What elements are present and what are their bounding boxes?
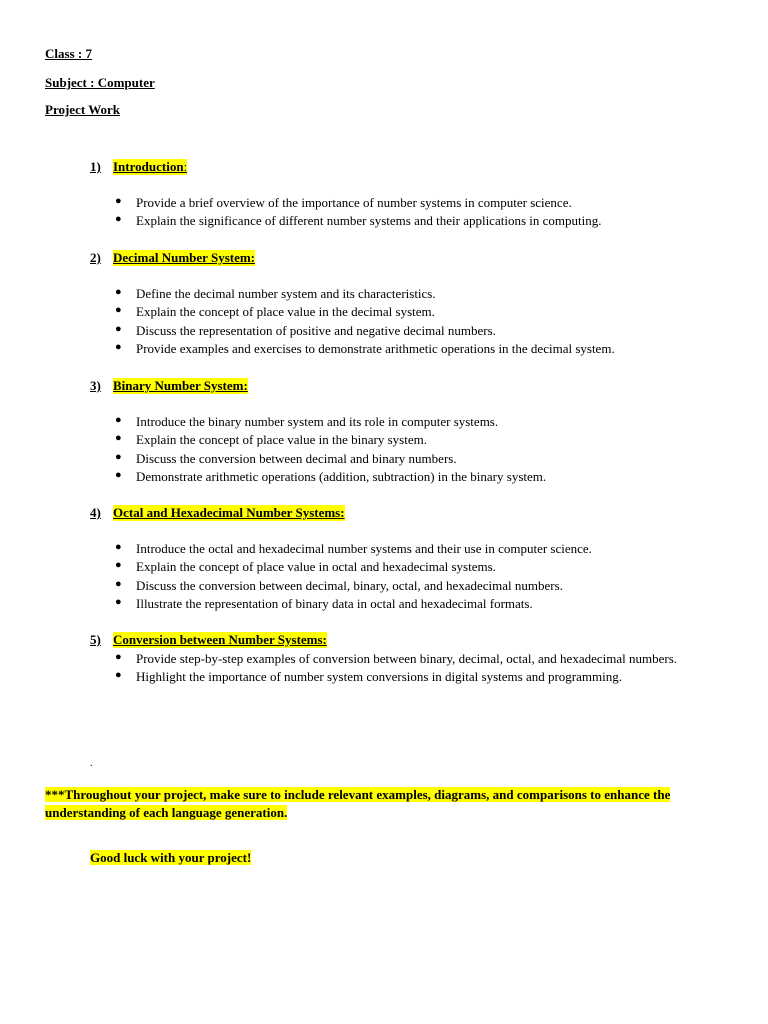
bullet-icon: ● [115, 322, 122, 335]
list-item: ● Explain the significance of different number systems and their applications in computing. [115, 213, 602, 229]
section-heading: Octal and Hexadecimal Number Systems: [113, 505, 345, 520]
list-item: ● Introduce the octal and hexadecimal number systems and their use in computer science. [115, 541, 592, 556]
bullet-icon: ● [115, 213, 122, 226]
bullet-icon: ● [115, 450, 122, 463]
bullet-icon: ● [115, 341, 122, 354]
list-item: ● Discuss the conversion between decimal and binary numbers. [115, 450, 457, 466]
bullet-list [112, 414, 546, 488]
bullet-list [112, 651, 677, 688]
note-line-2: understanding of each language generation. [45, 805, 288, 820]
list-item: ● Illustrate the representation of binary data in octal and hexadecimal formats. [115, 596, 533, 612]
bullet-list [112, 286, 615, 360]
list-item: ● Highlight the importance of number system conversions in digital systems and programming. [115, 669, 622, 685]
section-number: 3) [90, 378, 101, 393]
section-heading: Introduction: [113, 159, 188, 174]
bullet-list [112, 195, 601, 232]
heading-suffix: : [183, 159, 188, 174]
note-line-1: ***Throughout your project, make sure to include relevant examples, diagrams, and comparisons to enhance the [45, 787, 671, 802]
section-number: 2) [90, 250, 101, 265]
bullet-icon: ● [115, 596, 122, 609]
list-item: ● Discuss the conversion between decimal, binary, octal, and hexadecimal numbers. [115, 577, 563, 593]
section-heading: Decimal Number System: [113, 250, 256, 265]
list-item: ● Explain the concept of place value in the binary system. [115, 432, 427, 448]
project-note [45, 786, 725, 822]
list-item: ● Introduce the binary number system and its role in computer systems. [115, 414, 499, 429]
list-item: ● Discuss the representation of positive and negative decimal numbers. [115, 322, 496, 338]
section-heading: Binary Number System: [113, 378, 248, 393]
bullet-icon: ● [115, 559, 122, 572]
section-number: 5) [90, 632, 101, 647]
stray-mark: . [90, 758, 93, 769]
section-heading: Conversion between Number Systems: [113, 632, 327, 647]
bullet-icon: ● [115, 651, 122, 663]
bullet-icon: ● [115, 432, 122, 445]
bullet-icon: ● [115, 286, 122, 298]
list-item: ● Provide step-by-step examples of conversion between binary, decimal, octal, and hexadecimal numbers. [115, 651, 678, 666]
section-number: 4) [90, 505, 101, 520]
subject-line: Subject : Computer [45, 75, 155, 90]
closing-message: Good luck with your project! [90, 850, 252, 865]
list-item: ● Provide a brief overview of the importance of number systems in computer science. [115, 195, 572, 210]
project-work-title: Project Work [45, 102, 120, 117]
list-item: ● Demonstrate arithmetic operations (addition, subtraction) in the binary system. [115, 469, 547, 485]
bullet-icon: ● [115, 541, 122, 553]
bullet-icon: ● [115, 304, 122, 317]
list-item: ● Explain the concept of place value in the decimal system. [115, 304, 435, 320]
list-item: ● Define the decimal number system and its characteristics. [115, 286, 436, 301]
bullet-icon: ● [115, 469, 122, 482]
list-item: ● Explain the concept of place value in octal and hexadecimal systems. [115, 559, 496, 575]
bullet-icon: ● [115, 577, 122, 590]
bullet-icon: ● [115, 669, 122, 682]
bullet-icon: ● [115, 195, 122, 207]
section-number: 1) [90, 159, 101, 174]
list-item: ● Provide examples and exercises to demonstrate arithmetic operations in the decimal system. [115, 341, 615, 357]
bullet-icon: ● [115, 414, 122, 426]
class-line: Class : 7 [45, 46, 92, 61]
bullet-list [112, 541, 592, 615]
